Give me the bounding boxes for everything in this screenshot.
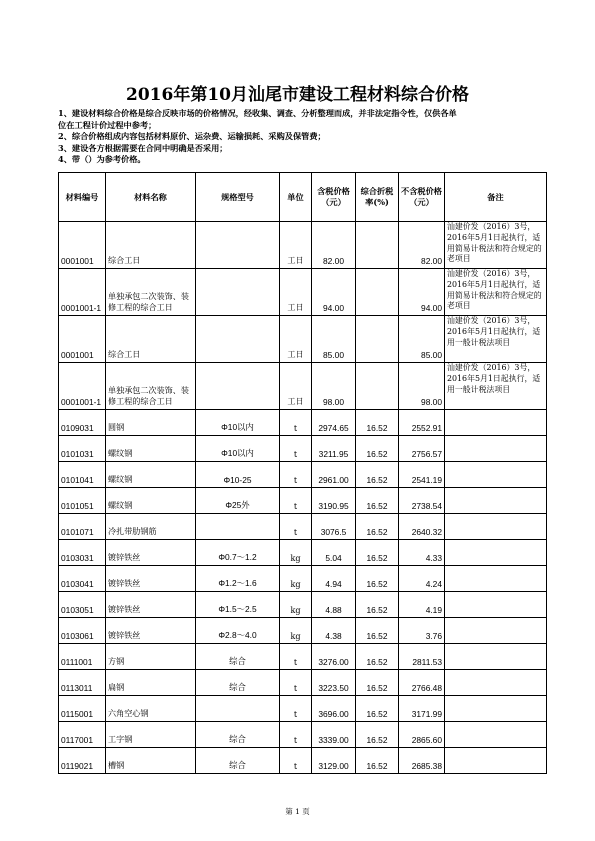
table-row bbox=[59, 592, 547, 618]
cell-spec: Φ2.8～4.0 bbox=[196, 618, 280, 644]
cell-spec bbox=[196, 696, 280, 722]
cell-name: 镀锌铁丝 bbox=[106, 540, 196, 566]
table-row bbox=[59, 514, 547, 540]
header-price-notax: 不含税价格（元） bbox=[399, 173, 445, 222]
cell-code: 0103061 bbox=[59, 618, 106, 644]
cell-remark: 汕建价发（2016）3号，2016年5月1日起执行，适用简易计税法和符合规定的老项目 bbox=[445, 222, 547, 269]
header-spec: 规格型号 bbox=[196, 173, 280, 222]
cell-name: 方钢 bbox=[106, 644, 196, 670]
cell-rate: 16.52 bbox=[356, 436, 399, 462]
cell-remark bbox=[445, 722, 547, 748]
cell-price-tax: 98.00 bbox=[312, 363, 356, 410]
cell-price-tax: 3076.5 bbox=[312, 514, 356, 540]
cell-name: 六角空心钢 bbox=[106, 696, 196, 722]
cell-unit: t bbox=[280, 436, 312, 462]
cell-remark bbox=[445, 696, 547, 722]
cell-unit: t bbox=[280, 488, 312, 514]
cell-price-notax: 2685.38 bbox=[399, 748, 445, 774]
cell-code: 0119021 bbox=[59, 748, 106, 774]
cell-unit: kg bbox=[280, 540, 312, 566]
table-row bbox=[59, 696, 547, 722]
cell-price-notax: 82.00 bbox=[399, 222, 445, 269]
cell-name: 单独承包二次装饰、装修工程的综合工日 bbox=[106, 363, 196, 410]
cell-price-tax: 85.00 bbox=[312, 316, 356, 363]
page-number: 第 1 页 bbox=[285, 807, 310, 816]
cell-price-notax: 4.33 bbox=[399, 540, 445, 566]
cell-unit: t bbox=[280, 644, 312, 670]
cell-rate: 16.52 bbox=[356, 618, 399, 644]
table-row bbox=[59, 462, 547, 488]
cell-rate bbox=[356, 269, 399, 316]
cell-price-tax: 2974.65 bbox=[312, 410, 356, 436]
cell-code: 0101031 bbox=[59, 436, 106, 462]
cell-rate: 16.52 bbox=[356, 488, 399, 514]
cell-name: 螺纹钢 bbox=[106, 462, 196, 488]
cell-spec: Φ0.7～1.2 bbox=[196, 540, 280, 566]
header-price-tax: 含税价格（元） bbox=[312, 173, 356, 222]
cell-name: 扁钢 bbox=[106, 670, 196, 696]
cell-rate bbox=[356, 316, 399, 363]
table-row bbox=[59, 410, 547, 436]
cell-price-notax: 2766.48 bbox=[399, 670, 445, 696]
cell-price-tax: 3129.00 bbox=[312, 748, 356, 774]
table-header-row bbox=[59, 173, 547, 222]
table-row bbox=[59, 222, 547, 269]
cell-remark: 汕建价发（2016）3号，2016年5月1日起执行，适用一般计税法项目 bbox=[445, 316, 547, 363]
cell-spec bbox=[196, 222, 280, 269]
cell-unit: t bbox=[280, 722, 312, 748]
cell-unit: kg bbox=[280, 618, 312, 644]
cell-code: 0117001 bbox=[59, 722, 106, 748]
table-row bbox=[59, 363, 547, 410]
cell-unit: t bbox=[280, 696, 312, 722]
cell-code: 0001001 bbox=[59, 222, 106, 269]
notes bbox=[58, 108, 528, 166]
cell-remark bbox=[445, 644, 547, 670]
cell-name: 圆钢 bbox=[106, 410, 196, 436]
cell-remark bbox=[445, 436, 547, 462]
cell-remark bbox=[445, 488, 547, 514]
table-row bbox=[59, 644, 547, 670]
cell-spec: 综合 bbox=[196, 722, 280, 748]
cell-price-notax: 94.00 bbox=[399, 269, 445, 316]
cell-price-notax: 4.24 bbox=[399, 566, 445, 592]
cell-price-tax: 4.94 bbox=[312, 566, 356, 592]
cell-spec: 综合 bbox=[196, 748, 280, 774]
cell-spec bbox=[196, 514, 280, 540]
cell-remark bbox=[445, 670, 547, 696]
table-row bbox=[59, 436, 547, 462]
cell-spec: Φ10以内 bbox=[196, 436, 280, 462]
cell-code: 0103051 bbox=[59, 592, 106, 618]
note-line: 3、建设各方根据需要在合同中明确是否采用； bbox=[58, 142, 228, 153]
cell-rate bbox=[356, 222, 399, 269]
table-row bbox=[59, 618, 547, 644]
cell-price-notax: 2552.91 bbox=[399, 410, 445, 436]
table-row bbox=[59, 670, 547, 696]
cell-code: 0001001 bbox=[59, 316, 106, 363]
table-row bbox=[59, 540, 547, 566]
cell-unit: t bbox=[280, 462, 312, 488]
cell-unit: t bbox=[280, 748, 312, 774]
note-line: 1、建设材料综合价格是综合反映市场的价格情况，经收集、调查、分析整理而成，并非法定指令性，仅供各单 bbox=[58, 108, 457, 118]
cell-code: 0001001-1 bbox=[59, 363, 106, 410]
cell-price-notax: 2640.32 bbox=[399, 514, 445, 540]
cell-rate: 16.52 bbox=[356, 410, 399, 436]
table-row bbox=[59, 488, 547, 514]
cell-unit: t bbox=[280, 410, 312, 436]
cell-unit: 工日 bbox=[280, 222, 312, 269]
cell-price-notax: 3171.99 bbox=[399, 696, 445, 722]
cell-name: 综合工日 bbox=[106, 316, 196, 363]
cell-name: 螺纹钢 bbox=[106, 488, 196, 514]
cell-remark bbox=[445, 748, 547, 774]
cell-remark bbox=[445, 592, 547, 618]
cell-price-tax: 3276.00 bbox=[312, 644, 356, 670]
cell-price-tax: 4.38 bbox=[312, 618, 356, 644]
cell-name: 冷扎带肋钢筋 bbox=[106, 514, 196, 540]
note-line: 4、带（）为参考价格。 bbox=[58, 154, 146, 165]
cell-spec: 综合 bbox=[196, 670, 280, 696]
cell-name: 槽钢 bbox=[106, 748, 196, 774]
table-row bbox=[59, 722, 547, 748]
cell-unit: kg bbox=[280, 566, 312, 592]
cell-code: 0115001 bbox=[59, 696, 106, 722]
cell-price-tax: 82.00 bbox=[312, 222, 356, 269]
cell-price-tax: 94.00 bbox=[312, 269, 356, 316]
cell-unit: 工日 bbox=[280, 363, 312, 410]
cell-rate: 16.52 bbox=[356, 540, 399, 566]
price-table bbox=[58, 172, 547, 774]
cell-rate: 16.52 bbox=[356, 644, 399, 670]
cell-price-notax: 2811.53 bbox=[399, 644, 445, 670]
header-name: 材料名称 bbox=[106, 173, 196, 222]
cell-spec bbox=[196, 363, 280, 410]
cell-remark bbox=[445, 540, 547, 566]
cell-price-notax: 4.19 bbox=[399, 592, 445, 618]
cell-name: 螺纹钢 bbox=[106, 436, 196, 462]
cell-name: 镀锌铁丝 bbox=[106, 592, 196, 618]
cell-unit: kg bbox=[280, 592, 312, 618]
cell-spec: Φ1.5～2.5 bbox=[196, 592, 280, 618]
cell-name: 镀锌铁丝 bbox=[106, 618, 196, 644]
cell-remark bbox=[445, 410, 547, 436]
cell-spec: Φ25外 bbox=[196, 488, 280, 514]
header-unit: 单位 bbox=[280, 173, 312, 222]
cell-name: 工字钢 bbox=[106, 722, 196, 748]
cell-code: 0103031 bbox=[59, 540, 106, 566]
cell-name: 单独承包二次装饰、装修工程的综合工日 bbox=[106, 269, 196, 316]
cell-price-tax: 3696.00 bbox=[312, 696, 356, 722]
cell-price-notax: 2541.19 bbox=[399, 462, 445, 488]
cell-spec: 综合 bbox=[196, 644, 280, 670]
cell-rate: 16.52 bbox=[356, 566, 399, 592]
cell-spec: Φ10以内 bbox=[196, 410, 280, 436]
table-row bbox=[59, 316, 547, 363]
table-row bbox=[59, 566, 547, 592]
cell-remark bbox=[445, 462, 547, 488]
cell-price-tax: 3190.95 bbox=[312, 488, 356, 514]
cell-price-notax: 2865.60 bbox=[399, 722, 445, 748]
cell-price-notax: 98.00 bbox=[399, 363, 445, 410]
cell-spec bbox=[196, 269, 280, 316]
cell-code: 0101041 bbox=[59, 462, 106, 488]
cell-unit: t bbox=[280, 670, 312, 696]
cell-remark bbox=[445, 618, 547, 644]
cell-price-notax: 2738.54 bbox=[399, 488, 445, 514]
cell-code: 0111001 bbox=[59, 644, 106, 670]
cell-unit: 工日 bbox=[280, 269, 312, 316]
table-row bbox=[59, 269, 547, 316]
cell-rate: 16.52 bbox=[356, 514, 399, 540]
cell-code: 0109031 bbox=[59, 410, 106, 436]
cell-rate: 16.52 bbox=[356, 722, 399, 748]
cell-name: 综合工日 bbox=[106, 222, 196, 269]
cell-rate: 16.52 bbox=[356, 592, 399, 618]
cell-unit: 工日 bbox=[280, 316, 312, 363]
cell-price-notax: 2756.57 bbox=[399, 436, 445, 462]
cell-remark: 汕建价发（2016）3号，2016年5月1日起执行，适用简易计税法和符合规定的老项目 bbox=[445, 269, 547, 316]
header-remark: 备注 bbox=[445, 173, 547, 222]
cell-rate: 16.52 bbox=[356, 748, 399, 774]
page-title: 2016年第10月汕尾市建设工程材料综合价格 bbox=[126, 85, 469, 105]
cell-code: 0001001-1 bbox=[59, 269, 106, 316]
cell-price-notax: 3.76 bbox=[399, 618, 445, 644]
cell-spec bbox=[196, 316, 280, 363]
cell-price-tax: 5.04 bbox=[312, 540, 356, 566]
cell-rate: 16.52 bbox=[356, 462, 399, 488]
cell-rate: 16.52 bbox=[356, 670, 399, 696]
cell-remark bbox=[445, 566, 547, 592]
note-line: 位在工程计价过程中参考； bbox=[58, 119, 157, 130]
cell-price-tax: 3339.00 bbox=[312, 722, 356, 748]
cell-spec: Φ1.2～1.6 bbox=[196, 566, 280, 592]
cell-rate: 16.52 bbox=[356, 696, 399, 722]
cell-code: 0103041 bbox=[59, 566, 106, 592]
cell-name: 镀锌铁丝 bbox=[106, 566, 196, 592]
cell-code: 0101051 bbox=[59, 488, 106, 514]
cell-remark: 汕建价发（2016）3号，2016年5月1日起执行，适用一般计税法项目 bbox=[445, 363, 547, 410]
table-row bbox=[59, 748, 547, 774]
cell-price-tax: 3223.50 bbox=[312, 670, 356, 696]
note-line: 2、综合价格组成内容包括材料原价、运杂费、运输损耗、采购及保管费； bbox=[58, 131, 326, 142]
table-body bbox=[59, 222, 547, 774]
cell-price-tax: 3211.95 bbox=[312, 436, 356, 462]
cell-code: 0101071 bbox=[59, 514, 106, 540]
cell-spec: Φ10-25 bbox=[196, 462, 280, 488]
cell-price-notax: 85.00 bbox=[399, 316, 445, 363]
header-code: 材料编号 bbox=[59, 173, 106, 222]
cell-price-tax: 2961.00 bbox=[312, 462, 356, 488]
header-rate: 综合折税率(%) bbox=[356, 173, 399, 222]
cell-unit: t bbox=[280, 514, 312, 540]
cell-code: 0113011 bbox=[59, 670, 106, 696]
cell-price-tax: 4.88 bbox=[312, 592, 356, 618]
cell-remark bbox=[445, 514, 547, 540]
cell-rate bbox=[356, 363, 399, 410]
